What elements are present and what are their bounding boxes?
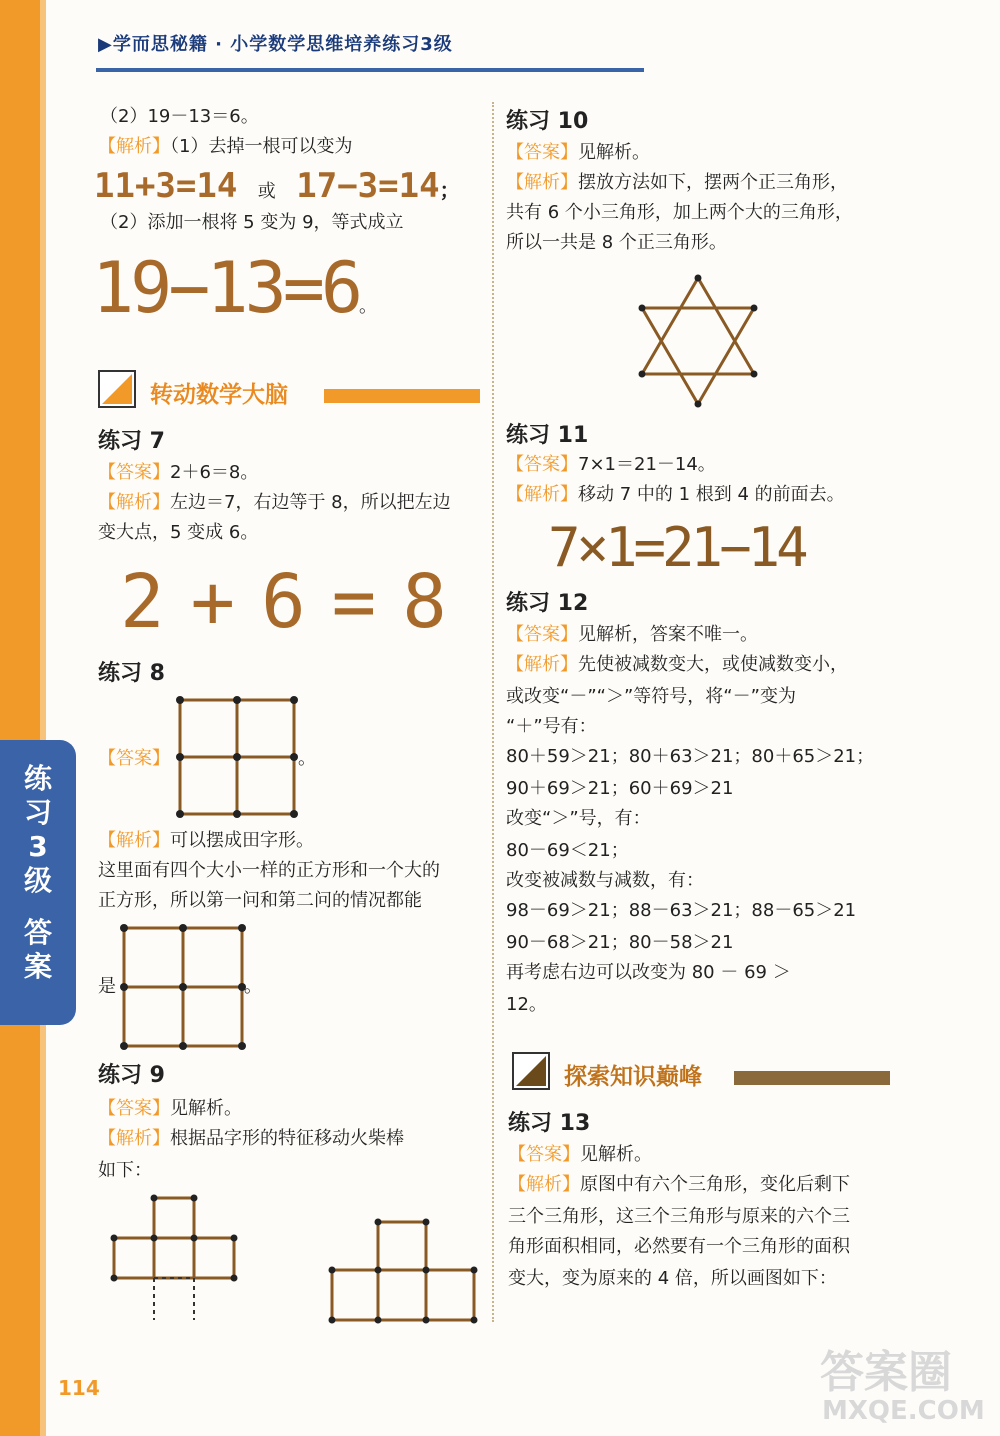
section-title: 转动数学大脑 [150,382,288,408]
text-line: 改变“＞”号，有： [506,808,651,829]
running-header: ▶学而思秘籍 · 小学数学思维培养练习3级 [98,34,453,55]
text-line: 90－68＞21；80－58＞21 [506,932,734,953]
analysis-line [98,826,314,856]
analysis-label: 【解析】 [98,492,170,513]
answer-text: 见解析。 [170,1098,242,1119]
analysis-label: 【解析】 [98,1128,170,1149]
exercise-title: 练习 10 [506,109,589,134]
exercise-title: 练习 8 [98,661,165,686]
matchstick-equation: 17−3=14 [296,166,440,206]
matchstick-figure-after [330,1220,480,1324]
answer-label: 【答案】 [506,454,578,475]
side-tab-char: 3 [28,830,48,863]
chapter-side-tab [0,740,76,1025]
analysis-text: （1）去掉一根可以变为 [170,136,353,157]
analysis-text: 根据品字形的特征移动火柴棒 [170,1128,404,1149]
text-line: 90＋69＞21；60＋69＞21 [506,778,734,799]
text-line: 12。 [506,994,547,1015]
exercise-title: 练习 12 [506,591,589,616]
watermark-url: MXQE.COM [822,1396,985,1426]
answer-text: 7×1＝21－14。 [578,454,716,475]
analysis-text: 原图中有六个三角形，变化后剩下 [580,1174,850,1195]
analysis-line [98,1124,404,1154]
punct: ； [439,178,460,202]
answer-line [508,1140,652,1170]
matchstick-grid [122,926,246,1050]
answer-line [506,620,758,650]
header-rule [96,68,644,72]
analysis-line [98,488,451,518]
text-line: 角形面积相同，必然要有一个三角形的面积 [508,1236,850,1257]
answer-line: （2）19－13＝6。 [100,106,259,127]
analysis-label: 【解析】 [506,654,578,675]
analysis-line [98,132,352,162]
analysis-line [508,1170,850,1200]
side-tab-gap [0,898,76,916]
analysis-line [506,168,848,198]
answer-text: 见解析。 [580,1144,652,1165]
answer-text: 见解析，答案不唯一。 [578,624,758,645]
section-icon-graphic [100,372,134,406]
analysis-text: 摆放方法如下，摆两个正三角形， [578,172,848,193]
analysis-text: 移动 7 中的 1 根到 4 的前面去。 [578,484,845,505]
section-bar [324,389,480,403]
text-line: 80－69＜21； [506,840,629,861]
answer-line [98,458,258,488]
side-tab-char: 答 [23,916,52,949]
text-line: 正方形，所以第一问和第二问的情况都能 [98,890,422,911]
text-line: 所以一共是 8 个正三角形。 [506,232,727,253]
text-line: 共有 6 个小三角形，加上两个大的三角形， [506,202,853,223]
section-icon-graphic [514,1054,548,1088]
analysis-text: 左边＝7，右边等于 8，所以把左边 [170,492,451,513]
analysis-line [506,480,845,510]
text-line: 或改变“－”“＞”等符号，将“－”变为 [506,686,796,707]
answer-text: 2＋6＝8。 [170,462,259,483]
punct: 。 [244,976,262,997]
exercise-title: 练习 9 [98,1063,165,1088]
matchstick-equation: 7×1=21−14 [548,516,805,579]
text-line: 如下： [98,1160,152,1181]
analysis-text: 先使被减数变大，或使减数变小， [578,654,848,675]
side-tab-char: 习 [23,796,52,829]
text-line: 三个三角形，这三个三角形与原来的六个三 [508,1206,850,1227]
punct: 。 [298,748,316,769]
matchstick-equation-large: 2+6=8 [120,559,473,645]
analysis-label: 【解析】 [506,172,578,193]
answer-line [98,1094,242,1124]
matchstick-equation-large [92,247,374,345]
exercise-title: 练习 13 [508,1111,591,1136]
analysis-line [506,650,848,680]
answer-label: 【答案】 [506,142,578,163]
analysis-label: 【解析】 [508,1174,580,1195]
punct: 。 [359,296,374,317]
answer-line [506,450,716,480]
section-icon [512,1052,550,1090]
side-tab-char: 案 [23,950,52,983]
section-icon [98,370,136,408]
analysis-label: 【解析】 [506,484,578,505]
answer-text: 见解析。 [578,142,650,163]
answer-label: 【答案】 [98,748,170,769]
matchstick-equation: 19−13=6 [92,247,360,329]
analysis-text: 可以摆成田字形。 [170,830,314,851]
matchstick-figure-before [112,1196,242,1326]
text-line: （2）添加一根将 5 变为 9，等式成立 [100,212,404,233]
answer-line [506,138,650,168]
answer-label: 【答案】 [508,1144,580,1165]
column-divider [492,102,494,1322]
page-number: 114 [58,1376,100,1400]
section-bar [734,1071,890,1085]
matchstick-grid [178,698,298,818]
text-line: 改变被减数与减数，有： [506,870,704,891]
side-tab-char: 级 [23,864,52,897]
matchstick-equation-row [94,166,460,212]
text-line: 98－69＞21；88－63＞21；88－65＞21 [506,900,857,921]
analysis-label: 【解析】 [98,830,170,851]
text-line: “＋”号有： [506,716,597,737]
answer-label: 【答案】 [98,462,170,483]
section-title: 探索知识巅峰 [564,1064,702,1090]
text-line: 这里面有四个大小一样的正方形和一个大的 [98,860,440,881]
text-line: 再考虑右边可以改变为 80 － 69 ＞ [506,962,791,983]
exercise-title: 练习 11 [506,423,589,448]
star-of-david-figure [640,276,760,406]
side-tab-char: 练 [23,762,52,795]
matchstick-equation: 11+3=14 [94,166,238,206]
answer-label: 【答案】 [98,1098,170,1119]
analysis-label: 【解析】 [98,136,170,157]
text-line: 80＋59＞21；80＋63＞21；80＋65＞21； [506,746,875,767]
text-line: 变大，变为原来的 4 倍，所以画图如下： [508,1268,837,1289]
exercise-title: 练习 7 [98,429,165,454]
text-line: 变大点，5 变成 6。 [98,522,259,543]
or-text: 或 [257,181,276,202]
page-edge-strip [0,0,40,1436]
text-line: 是 [98,976,116,997]
page-edge-strip-light [40,0,46,1436]
watermark-logo: 答案圈 [820,1347,952,1398]
answer-label: 【答案】 [506,624,578,645]
